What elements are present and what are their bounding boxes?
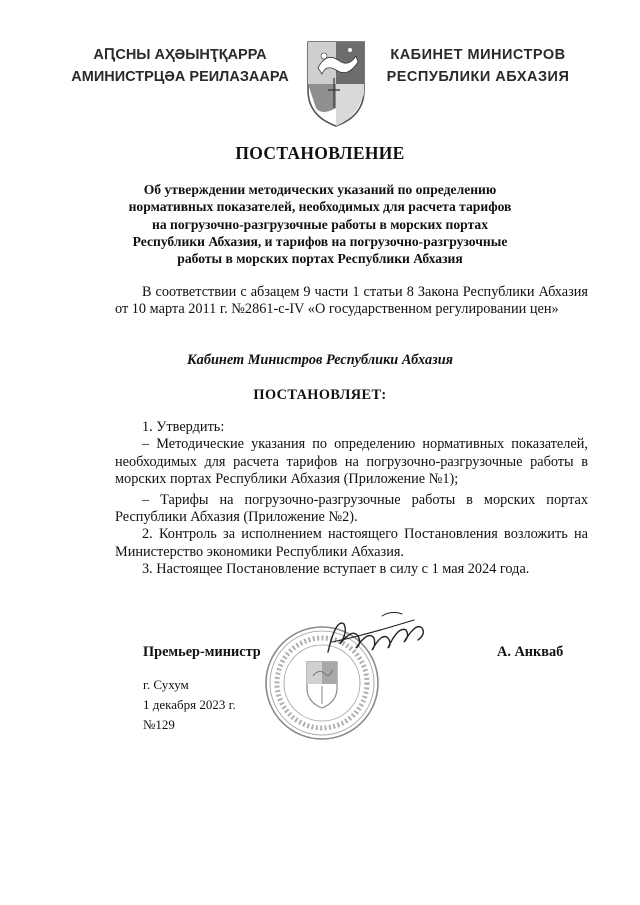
issue-date: 1 декабря 2023 г. — [143, 697, 236, 712]
header-abkhaz-line2: АМИНИСТРЦӘА РЕИЛАЗААРА — [71, 69, 289, 85]
paragraph-tariffs: – Тарифы на погрузочно-разгрузочные работы в морских портах Республики Абхазия (Приложение №2). — [115, 491, 588, 526]
paragraph-effective: 3. Настоящее Постановление вступает в силу с 1 мая 2024 года. — [142, 561, 530, 578]
handwritten-signature — [322, 608, 434, 664]
subject-line: Об утверждении методических указаний по определению — [143, 182, 497, 197]
header-abkhaz-line1: АԤСНЫ АҲӘЫНҬҚАРРА — [93, 47, 267, 63]
header-russian-line2: РЕСПУБЛИКИ АБХАЗИЯ — [386, 69, 570, 85]
subject-line: на погрузочно-разгрузочные работы в морских портах — [152, 216, 488, 232]
subject-line: работы в морских портах Республики Абхазия — [177, 251, 463, 267]
decrees-heading: ПОСТАНОВЛЯЕТ: — [253, 387, 387, 403]
decree-body — [115, 419, 588, 579]
cabinet-of-ministers: Кабинет Министров Республики Абхазия — [186, 352, 454, 368]
preamble-text: В соответствии с абзацем 9 части 1 статьи 8 Закона Республики Абхазия от 10 марта 2011 г. №2861-с-IV «О государственном регулировании цен» — [115, 284, 588, 318]
paragraph-approve: 1. Утвердить: — [142, 419, 225, 435]
subject-line: Республики Абхазия, и тарифов на погрузочно-разгрузочные — [132, 233, 508, 249]
preamble-paragraph — [115, 284, 588, 319]
coat-of-arms-emblem — [304, 38, 368, 128]
document-number: №129 — [143, 717, 175, 732]
paragraph-control: 2. Контроль за исполнением настоящего Постановления возложить на Министерство экономики Республики Абхазия. — [115, 526, 588, 560]
document-title: ПОСТАНОВЛЕНИЕ — [235, 143, 405, 163]
issue-place: г. Сухум — [143, 677, 189, 692]
header-abkhaz — [60, 44, 300, 88]
subject-line: нормативных показателей, необходимых для расчета тарифов — [128, 199, 512, 215]
header-russian — [378, 44, 578, 88]
document-subject — [110, 181, 530, 267]
paragraph-guidelines: – Методические указания по определению нормативных показателей, необходимых для расчета тарифов на погрузочно-разгрузочные работы в морских портах Республики Абхазия (Приложение №1); — [115, 436, 588, 488]
signatory-name: А. Анкваб — [497, 644, 564, 660]
signatory-role: Премьер-министр — [143, 644, 261, 660]
header-russian-line1: КАБИНЕТ МИНИСТРОВ — [390, 47, 566, 63]
